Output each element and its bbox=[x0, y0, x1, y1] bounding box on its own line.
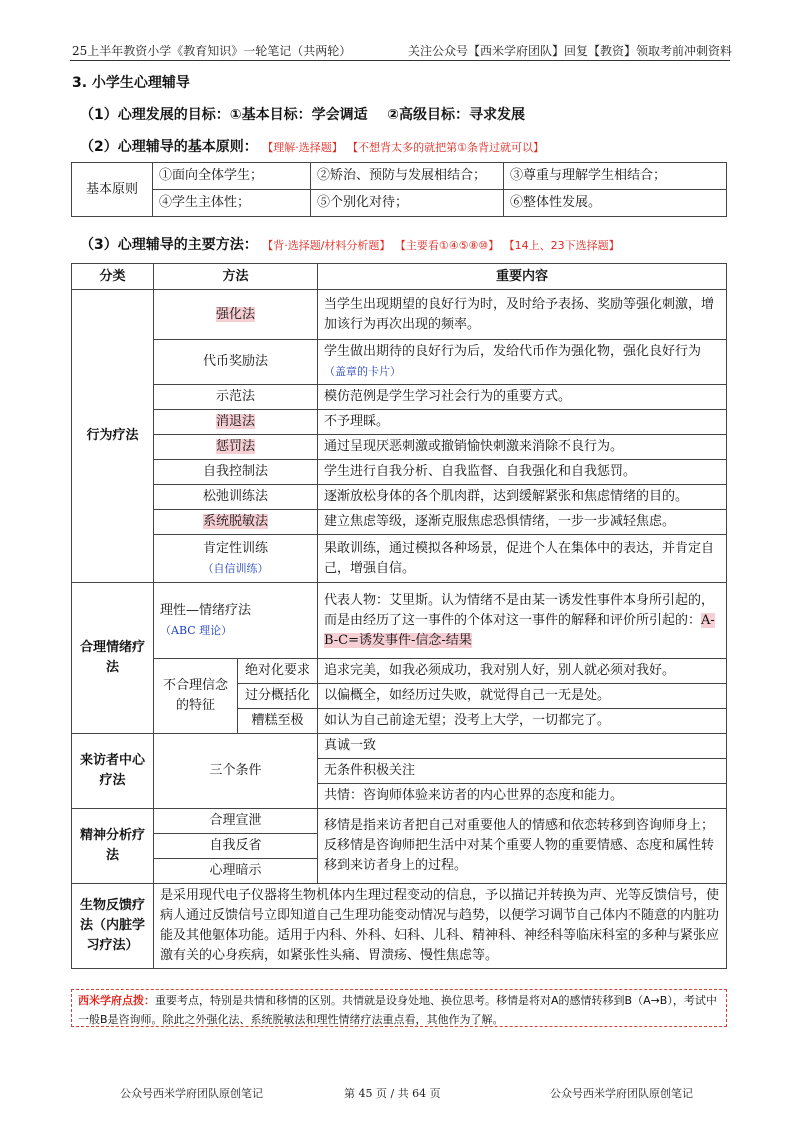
method-content: 逐渐放松身体的各个肌肉群，达到缓解紧张和焦虑情绪的目的。 bbox=[318, 485, 727, 510]
method-label: 理性—情绪疗法 bbox=[160, 602, 252, 618]
method-content-text: 学生做出期待的良好行为后，发给代币作为强化物，强化良好行为 bbox=[324, 344, 702, 359]
methods-table bbox=[71, 263, 727, 969]
methods-line bbox=[80, 234, 620, 254]
tip-box bbox=[71, 989, 727, 1027]
footer-right: 公众号西米学府团队原创笔记 bbox=[550, 1087, 693, 1100]
methods-tag-2: 【主要看①④⑤⑧⑩】 bbox=[394, 239, 500, 252]
feature-desc: 以偏概全，如经历过失败，就觉得自己一无是处。 bbox=[318, 684, 727, 709]
method-name: 示范法 bbox=[154, 385, 318, 410]
method-name: 自我控制法 bbox=[154, 460, 318, 485]
method-name: 代币奖励法 bbox=[154, 340, 318, 385]
method-content: 通过呈现厌恶刺激或撤销愉快刺激来消除不良行为。 bbox=[318, 435, 727, 460]
method-name bbox=[154, 290, 318, 340]
category-client-centered: 来访者中心疗法 bbox=[72, 734, 154, 809]
goal-basic: ①基本目标：学会调适 bbox=[229, 107, 368, 123]
method-content: 不予理睬。 bbox=[318, 410, 727, 435]
goal-advanced: ②高级目标：寻求发展 bbox=[387, 107, 525, 123]
method-content: 学生进行自我分析、自我监督、自我强化和自我惩罚。 bbox=[318, 460, 727, 485]
category-psychoanalysis: 精神分析疗法 bbox=[72, 809, 154, 884]
category-biofeedback: 生物反馈疗法（内脏学习疗法） bbox=[72, 884, 154, 969]
method-content-note: （盖章的卡片） bbox=[324, 365, 401, 378]
feature-name: 过分概括化 bbox=[238, 684, 318, 709]
feature-name: 糟糕至极 bbox=[238, 709, 318, 734]
principle-item: ①面向全体学生； bbox=[153, 163, 311, 190]
methods-tag-3: 【14上、23下选择题】 bbox=[503, 239, 620, 252]
methods-label: （3）心理辅导的主要方法： bbox=[80, 237, 258, 253]
section-title: 3. 小学生心理辅导 bbox=[72, 75, 190, 91]
method-name bbox=[154, 583, 318, 659]
condition-item: 无条件积极关注 bbox=[318, 759, 727, 784]
psycho-method: 心理暗示 bbox=[154, 859, 318, 884]
method-content bbox=[318, 583, 727, 659]
condition-label: 三个条件 bbox=[154, 734, 318, 809]
principle-item: ③尊重与理解学生相结合； bbox=[504, 163, 727, 190]
method-name bbox=[154, 510, 318, 535]
goal-label: （1）心理发展的目标： bbox=[80, 107, 230, 123]
principles-tag-1: 【理解·选择题】 bbox=[262, 141, 343, 154]
principles-table bbox=[71, 162, 727, 217]
header-right: 关注公众号【西米学府团队】回复【教资】领取考前冲刺资料 bbox=[408, 44, 733, 58]
method-note: （自信训练） bbox=[202, 561, 269, 575]
goal-line bbox=[80, 104, 525, 124]
principle-item: ⑤个别化对待； bbox=[311, 190, 504, 217]
bio-content: 是采用现代电子仪器将生物机体内生理过程变动的信息，予以描记并转换为声、光等反馈信号，使病人通过反馈信号立即知道自己生理功能变动情况与趋势，以便学习调节自己体内不随意的内脏功能及其他躯体功能。适用于内科、外科、妇科、儿科、精神科、神经科等临床科室的多种与紧张应激有关的心身疾病，如紧张性头痛、胃溃疡、慢性焦虑等。 bbox=[154, 884, 727, 969]
header-left: 25上半年教资小学《教育知识》一轮笔记（共两轮） bbox=[72, 44, 352, 58]
methods-tag-1: 【背·选择题/材料分析题】 bbox=[262, 239, 391, 252]
principle-item: ②矫治、预防与发展相结合； bbox=[311, 163, 504, 190]
method-name bbox=[154, 535, 318, 583]
irrational-belief-label: 不合理信念的特征 bbox=[154, 659, 238, 734]
psycho-method: 自我反省 bbox=[154, 834, 318, 859]
tip-label: 西米学府点拨： bbox=[78, 994, 155, 1007]
tip-text: 重要考点，特别是共情和移情的区别。共情就是设身处地、换位思考。移情是将对A的感情转移到B（A→B），考试中一般B是咨询师。除此之外强化法、系统脱敏法和理性情绪疗法重点看，其他作为了解。 bbox=[78, 994, 717, 1026]
method-content: 模仿范例是学生学习社会行为的重要方式。 bbox=[318, 385, 727, 410]
page-number: 第 45 页 / 共 64 页 bbox=[344, 1087, 441, 1100]
principles-row-header: 基本原则 bbox=[72, 163, 153, 217]
method-label-highlighted: 惩罚法 bbox=[215, 439, 255, 454]
method-label: 肯定性训练 bbox=[202, 540, 268, 556]
condition-item: 真诚一致 bbox=[318, 734, 727, 759]
psycho-content: 移情是指来访者把自己对重要他人的情感和依恋转移到咨询师身上；反移情是咨询师把生活中对某个重要人物的重要情感、态度和属性转移到来访者身上的过程。 bbox=[318, 809, 727, 884]
method-name: 松弛训练法 bbox=[154, 485, 318, 510]
col-header-method: 方法 bbox=[154, 264, 318, 290]
method-content bbox=[318, 340, 727, 385]
header-divider bbox=[70, 60, 730, 61]
method-label-highlighted: 强化法 bbox=[215, 306, 255, 322]
principle-item: ⑥整体性发展。 bbox=[504, 190, 727, 217]
principles-label: （2）心理辅导的基本原则： bbox=[80, 139, 258, 155]
psycho-method: 合理宣泄 bbox=[154, 809, 318, 834]
principles-tag-2: 【不想背太多的就把第①条背过就可以】 bbox=[347, 141, 545, 154]
method-label-highlighted: 消退法 bbox=[215, 414, 255, 429]
feature-desc: 如认为自己前途无望；没考上大学，一切都完了。 bbox=[318, 709, 727, 734]
principles-line bbox=[80, 136, 544, 156]
method-name bbox=[154, 410, 318, 435]
category-behavior: 行为疗法 bbox=[72, 290, 154, 583]
abc-formula: A-B-C=诱发事件-信念-结果 bbox=[324, 612, 715, 648]
category-rational: 合理情绪疗法 bbox=[72, 583, 154, 734]
feature-desc: 追求完美，如我必须成功，我对别人好，别人就必须对我好。 bbox=[318, 659, 727, 684]
method-content: 建立焦虑等级，逐渐克服焦虑恐惧情绪，一步一步减轻焦虑。 bbox=[318, 510, 727, 535]
method-content: 果敢训练，通过模拟各种场景，促进个人在集体中的表达，并肯定自己，增强自信。 bbox=[318, 535, 727, 583]
method-label-highlighted: 系统脱敏法 bbox=[202, 514, 268, 529]
col-header-category: 分类 bbox=[72, 264, 154, 290]
condition-item: 共情：咨询师体验来访者的内心世界的态度和能力。 bbox=[318, 784, 727, 809]
col-header-content: 重要内容 bbox=[318, 264, 727, 290]
rational-content-text: 代表人物：艾里斯。认为情绪不是由某一诱发性事件本身所引起的，而是由经历了这一事件的个体对这一事件的解释和评价所引起的： bbox=[324, 592, 715, 628]
feature-name: 绝对化要求 bbox=[238, 659, 318, 684]
method-content: 当学生出现期望的良好行为时，及时给予表扬、奖励等强化刺激，增加该行为再次出现的频率。 bbox=[318, 290, 727, 340]
method-name bbox=[154, 435, 318, 460]
footer-left: 公众号西米学府团队原创笔记 bbox=[120, 1087, 263, 1100]
method-note: （ABC 理论） bbox=[160, 623, 233, 637]
principle-item: ④学生主体性； bbox=[153, 190, 311, 217]
